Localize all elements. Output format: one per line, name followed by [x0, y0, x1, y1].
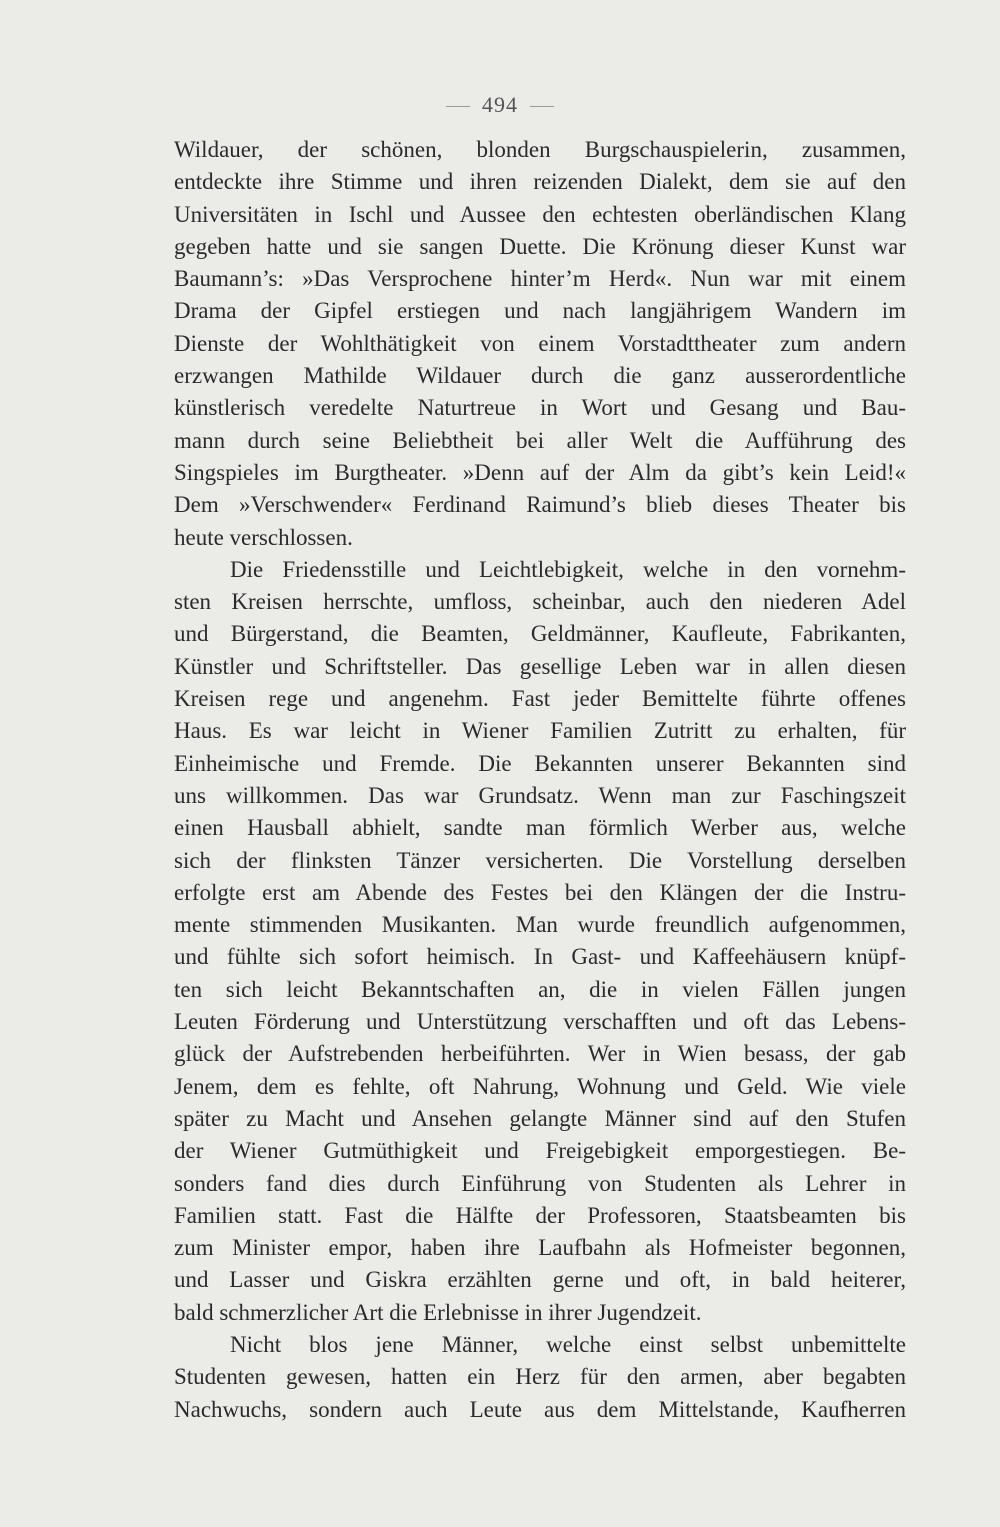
text-line: und Lasser und Giskra erzählten gerne und oft, in bald heiterer,	[174, 1267, 906, 1293]
text-line: sich der flinksten Tänzer versicherten. Die Vorstellung derselben	[174, 847, 906, 873]
text-line: und fühlte sich sofort heimisch. In Gast- und Kaffeehäusern knüpf-	[174, 944, 906, 970]
text-line: Jenem, dem es fehlte, oft Nahrung, Wohnung und Geld. Wie viele	[174, 1073, 906, 1099]
text-line: Dienste der Wohlthätigkeit von einem Vorstadttheater zum andern	[174, 330, 906, 356]
text-line: Dem »Verschwender« Ferdinand Raimund’s blieb dieses Theater bis	[174, 492, 906, 518]
page-header	[0, 92, 1000, 118]
header-dash-left	[446, 106, 470, 107]
text-line: ten sich leicht Bekanntschaften an, die in vielen Fällen jungen	[174, 976, 906, 1002]
text-line: Familien statt. Fast die Hälfte der Professoren, Staatsbeamten bis	[174, 1202, 906, 1228]
text-line: einen Hausball abhielt, sandte man förmlich Werber aus, welche	[174, 815, 906, 841]
text-line: der Wiener Gutmüthigkeit und Freigebigkeit emporgestiegen. Be-	[174, 1138, 906, 1164]
text-line: heute verschlossen.	[174, 524, 353, 550]
text-line: Nachwuchs, sondern auch Leute aus dem Mittelstande, Kaufherren	[174, 1396, 906, 1422]
text-line: uns willkommen. Das war Grundsatz. Wenn man zur Faschingszeit	[174, 782, 906, 808]
text-line: Studenten gewesen, hatten ein Herz für den armen, aber begabten	[174, 1364, 906, 1390]
text-line: entdeckte ihre Stimme und ihren reizenden Dialekt, dem sie auf den	[174, 169, 906, 195]
text-line: Baumann’s: »Das Versprochene hinter’m Herd«. Nun war mit einem	[174, 266, 906, 292]
text-line: gegeben hatte und sie sangen Duette. Die Krönung dieser Kunst war	[174, 233, 906, 259]
text-line: mente stimmenden Musikanten. Man wurde freundlich aufgenommen,	[174, 912, 906, 938]
text-line: Haus. Es war leicht in Wiener Familien Zutritt zu erhalten, für	[174, 718, 906, 744]
body-text	[174, 134, 906, 1426]
page-number: 494	[482, 92, 518, 117]
text-line: sten Kreisen herrschte, umfloss, scheinbar, auch den niederen Adel	[174, 589, 906, 615]
text-line: Künstler und Schriftsteller. Das gesellige Leben war in allen diesen	[174, 653, 906, 679]
text-line: und Bürgerstand, die Beamten, Geldmänner, Kaufleute, Fabrikanten,	[174, 621, 906, 647]
text-line: erzwangen Mathilde Wildauer durch die ganz ausserordentliche	[174, 363, 906, 389]
text-line: Leuten Förderung und Unterstützung verschafften und oft das Lebens-	[174, 1009, 906, 1035]
text-line: Drama der Gipfel erstiegen und nach langjährigem Wandern im	[174, 298, 906, 324]
text-line: später zu Macht und Ansehen gelangte Männer sind auf den Stufen	[174, 1105, 906, 1131]
text-line: Einheimische und Fremde. Die Bekannten unserer Bekannten sind	[174, 750, 906, 776]
header-dash-right	[530, 106, 554, 107]
text-line: bald schmerzlicher Art die Erlebnisse in ihrer Jugendzeit.	[174, 1299, 702, 1325]
text-line: mann durch seine Beliebtheit bei aller Welt die Aufführung des	[174, 427, 906, 453]
text-line: erfolgte erst am Abende des Festes bei den Klängen der die Instru-	[174, 879, 906, 905]
paragraph-first-line: Die Friedensstille und Leichtlebigkeit, welche in den vornehm-	[230, 556, 906, 582]
text-line: glück der Aufstrebenden herbeiführten. Wer in Wien besass, der gab	[174, 1041, 906, 1067]
text-line: künstlerisch veredelte Naturtreue in Wort und Gesang und Bau-	[174, 395, 906, 421]
text-line: Wildauer, der schönen, blonden Burgschauspielerin, zusammen,	[174, 137, 906, 162]
text-line: zum Minister empor, haben ihre Laufbahn als Hofmeister begonnen,	[174, 1235, 906, 1261]
text-line: Singspieles im Burgtheater. »Denn auf der Alm da gibt’s kein Leid!«	[174, 459, 906, 485]
text-line: sonders fand dies durch Einführung von Studenten als Lehrer in	[174, 1170, 906, 1196]
text-line: Universitäten in Ischl und Aussee den echtesten oberländischen Klang	[174, 201, 906, 227]
text-line: Kreisen rege und angenehm. Fast jeder Bemittelte führte offenes	[174, 686, 906, 712]
paragraph-first-line: Nicht blos jene Männer, welche einst selbst unbemittelte	[230, 1331, 906, 1357]
